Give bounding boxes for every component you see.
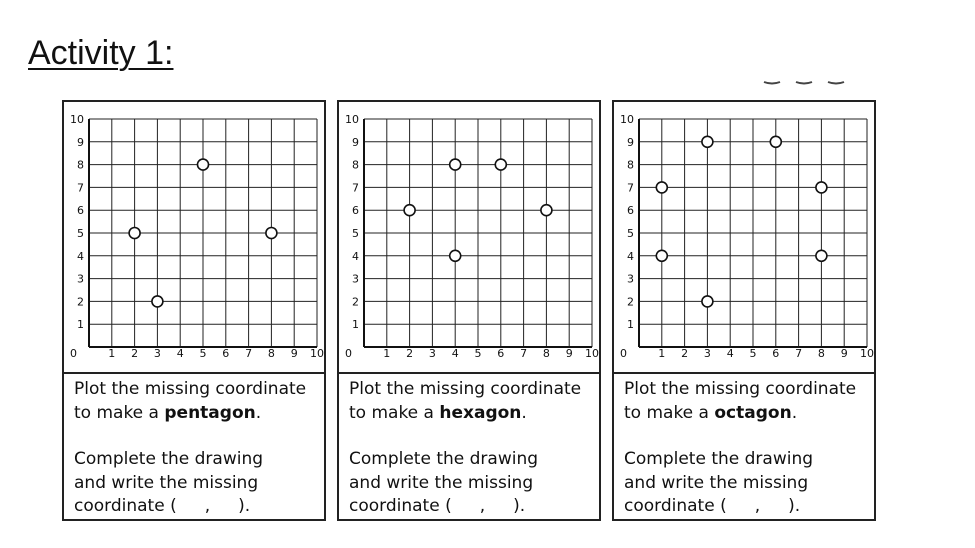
x-tick-label: 10 <box>585 347 599 360</box>
plotted-point <box>541 205 552 216</box>
instruction-line <box>349 402 594 426</box>
instruction-line: Complete the drawing <box>349 449 539 469</box>
y-tick-label: 10 <box>620 113 634 126</box>
plotted-point <box>495 159 506 170</box>
x-tick-label: 6 <box>497 347 505 360</box>
plotted-point <box>129 228 140 239</box>
x-tick-label: 9 <box>840 347 848 360</box>
y-tick-label: 3 <box>627 272 634 286</box>
coordinate-suffix: ). <box>238 496 251 516</box>
y-tick-label: 2 <box>627 295 634 309</box>
x-tick-label: 1 <box>658 347 666 360</box>
instruction-text: to make a <box>74 402 165 423</box>
y-tick-label: 4 <box>352 249 359 263</box>
y-tick-label: 1 <box>77 318 84 332</box>
dot-mark <box>764 82 780 84</box>
y-tick-label: 9 <box>77 135 84 149</box>
card-divider <box>339 372 599 374</box>
x-tick-label: 8 <box>267 347 275 360</box>
instruction-line <box>74 402 319 426</box>
coordinate-grid[interactable] <box>64 102 324 372</box>
y-tick-label: 8 <box>77 158 84 172</box>
card-divider <box>614 372 874 374</box>
plotted-point <box>198 159 209 170</box>
coordinate-answer <box>624 495 869 519</box>
coordinate-answer <box>74 495 319 519</box>
origin-label: 0 <box>70 347 77 360</box>
card-instructions <box>349 378 594 519</box>
instruction-text: to make a <box>624 402 715 423</box>
plotted-point <box>816 250 827 261</box>
x-tick-label: 1 <box>108 347 116 360</box>
x-tick-label: 5 <box>749 347 757 360</box>
coordinate-grid[interactable] <box>614 102 874 372</box>
y-tick-label: 1 <box>352 318 359 332</box>
card-octagon <box>612 100 876 521</box>
x-tick-label: 7 <box>245 347 253 360</box>
coordinate-separator: , <box>204 496 211 516</box>
card-instructions <box>74 378 319 519</box>
x-tick-label: 10 <box>310 347 324 360</box>
instruction-line: and write the missing <box>349 472 534 493</box>
x-tick-label: 7 <box>520 347 528 360</box>
plotted-point <box>404 205 415 216</box>
x-tick-label: 4 <box>726 347 734 360</box>
y-tick-label: 9 <box>627 135 634 149</box>
y-tick-label: 2 <box>77 295 84 309</box>
instruction-line: Plot the missing coordinate <box>349 379 582 399</box>
y-tick-label: 5 <box>352 227 359 240</box>
card-divider <box>64 372 324 374</box>
x-tick-label: 4 <box>176 347 184 360</box>
x-tick-label: 8 <box>817 347 825 360</box>
y-tick-label: 6 <box>352 204 359 218</box>
x-tick-label: 5 <box>199 347 207 360</box>
x-tick-label: 3 <box>153 347 161 360</box>
y-tick-label: 4 <box>627 249 634 263</box>
plotted-point <box>770 136 781 147</box>
x-tick-label: 8 <box>542 347 550 360</box>
instruction-line: Complete the drawing <box>74 449 264 469</box>
card-pentagon <box>62 100 326 521</box>
y-tick-label: 7 <box>77 181 84 195</box>
card-instructions <box>624 378 869 519</box>
coordinate-answer <box>349 495 594 519</box>
x-tick-label: 4 <box>451 347 459 360</box>
x-tick-label: 10 <box>860 347 874 360</box>
punctuation: . <box>791 402 798 423</box>
plotted-point <box>152 296 163 307</box>
x-tick-label: 9 <box>565 347 573 360</box>
x-tick-label: 2 <box>681 347 689 360</box>
plotted-point <box>450 250 461 261</box>
origin-label: 0 <box>345 347 352 360</box>
y-tick-label: 7 <box>627 181 634 195</box>
coordinate-grid[interactable] <box>339 102 599 372</box>
instruction-line: and write the missing <box>74 472 259 493</box>
y-tick-label: 8 <box>627 158 634 172</box>
x-tick-label: 2 <box>131 347 139 360</box>
decorative-dots <box>760 72 850 88</box>
y-tick-label: 4 <box>77 249 84 263</box>
x-tick-label: 3 <box>703 347 711 360</box>
shape-name: hexagon <box>439 402 522 423</box>
y-tick-label: 2 <box>352 295 359 309</box>
x-tick-label: 6 <box>772 347 780 360</box>
shape-name: octagon <box>714 402 792 423</box>
y-tick-label: 9 <box>352 135 359 149</box>
plotted-point <box>266 228 277 239</box>
x-tick-label: 7 <box>795 347 803 360</box>
instruction-text: to make a <box>349 402 440 423</box>
shape-name: pentagon <box>164 402 256 423</box>
coordinate-separator: , <box>754 496 761 516</box>
instruction-line: Plot the missing coordinate <box>624 379 857 399</box>
dot-mark <box>796 82 812 84</box>
plotted-point <box>702 296 713 307</box>
y-tick-label: 5 <box>77 227 84 240</box>
coordinate-prefix: coordinate ( <box>349 496 452 516</box>
plotted-point <box>702 136 713 147</box>
coordinate-suffix: ). <box>513 496 526 516</box>
instruction-line: and write the missing <box>624 472 809 493</box>
x-tick-label: 1 <box>383 347 391 360</box>
punctuation: . <box>521 402 527 423</box>
coordinate-prefix: coordinate ( <box>624 496 727 516</box>
y-tick-label: 6 <box>627 204 634 218</box>
y-tick-label: 10 <box>70 113 84 126</box>
x-tick-label: 2 <box>406 347 414 360</box>
y-tick-label: 5 <box>627 227 634 240</box>
instruction-line: Plot the missing coordinate <box>74 379 307 399</box>
instruction-line <box>624 402 869 426</box>
origin-label: 0 <box>620 347 627 360</box>
y-tick-label: 7 <box>352 181 359 195</box>
dot-mark <box>828 82 844 84</box>
plotted-point <box>656 250 667 261</box>
x-tick-label: 3 <box>428 347 436 360</box>
activity-heading: Activity 1: <box>28 34 174 72</box>
coordinate-separator: , <box>479 496 486 516</box>
x-tick-label: 5 <box>474 347 482 360</box>
x-tick-label: 6 <box>222 347 230 360</box>
plotted-point <box>450 159 461 170</box>
plotted-point <box>656 182 667 193</box>
punctuation: . <box>255 402 262 423</box>
x-tick-label: 9 <box>290 347 298 360</box>
y-tick-label: 1 <box>627 318 634 332</box>
instruction-line: Complete the drawing <box>624 449 814 469</box>
y-tick-label: 3 <box>352 272 359 286</box>
plotted-point <box>816 182 827 193</box>
coordinate-suffix: ). <box>788 496 801 516</box>
y-tick-label: 3 <box>77 272 84 286</box>
y-tick-label: 8 <box>352 158 359 172</box>
y-tick-label: 6 <box>77 204 84 218</box>
y-tick-label: 10 <box>345 113 359 126</box>
card-hexagon <box>337 100 601 521</box>
coordinate-prefix: coordinate ( <box>74 496 177 516</box>
